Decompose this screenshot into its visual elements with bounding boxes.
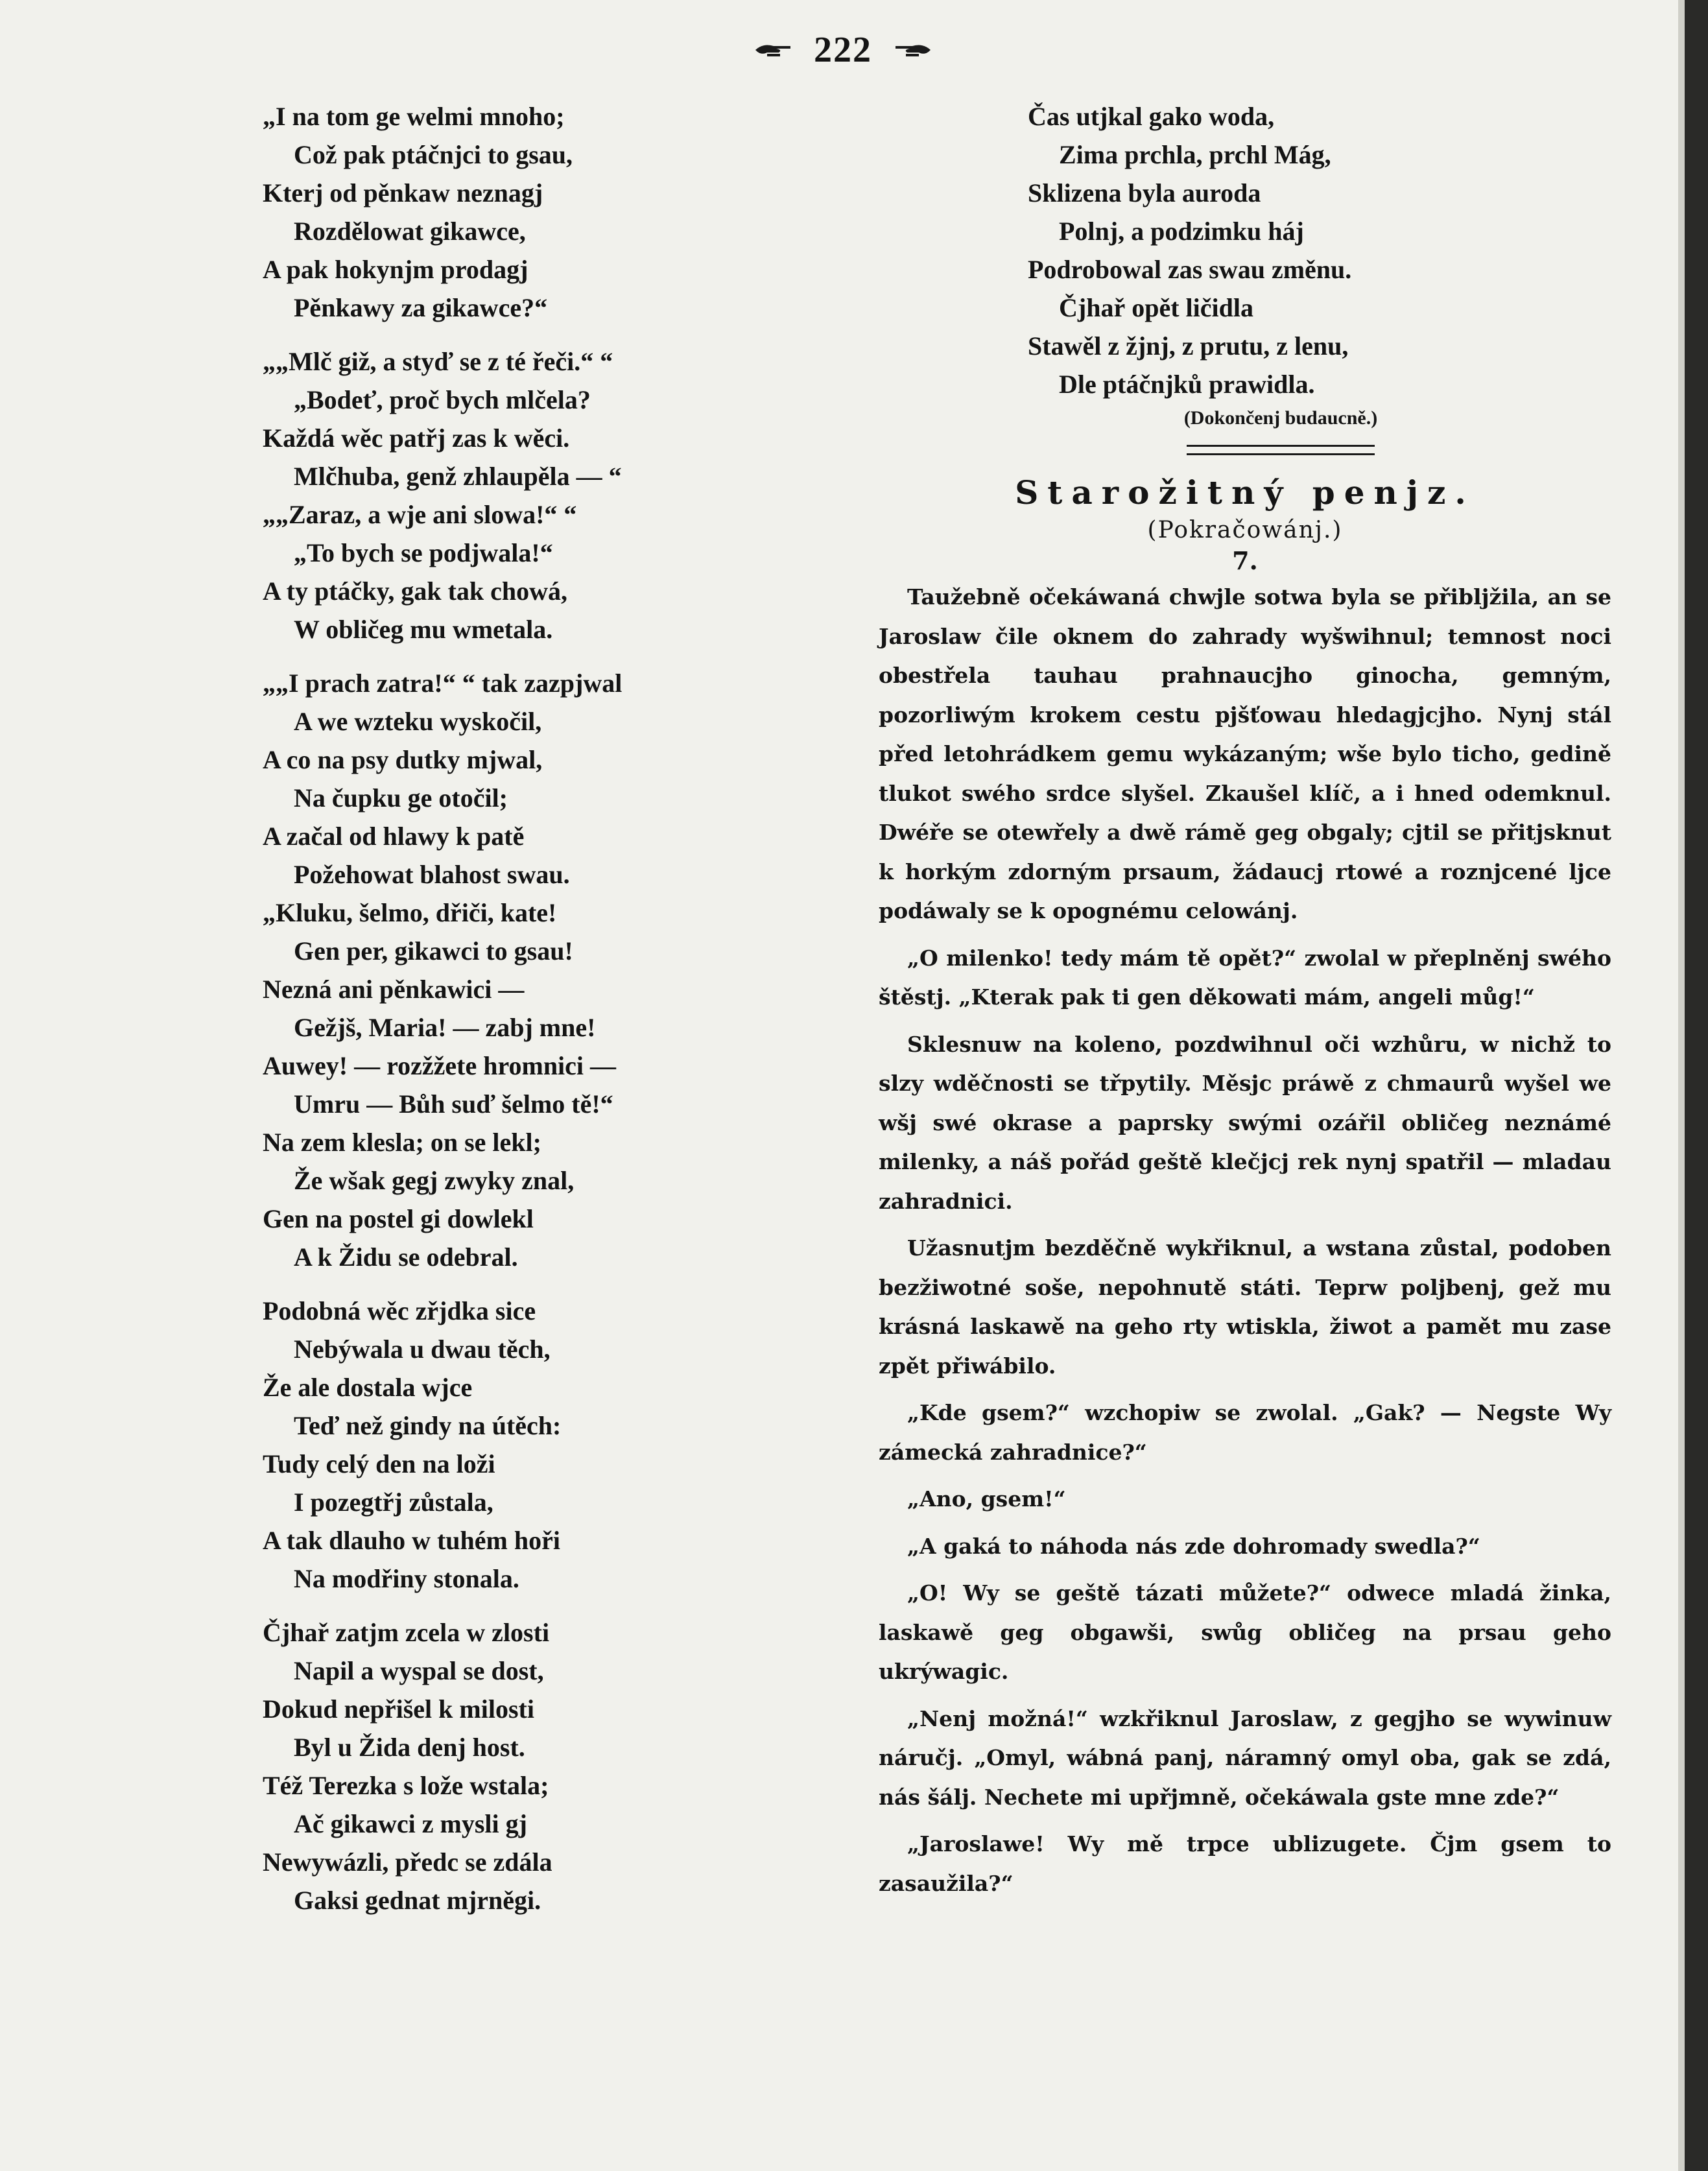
poem-line: „I na tom ge welmi mnoho; <box>263 102 565 131</box>
poem-line: Dle ptáčnjků prawidla. <box>1059 370 1315 399</box>
poem-line: I pozegtřj zůstala, <box>294 1488 493 1517</box>
poem-line: Čjhař zatjm zcela w zlosti <box>263 1618 550 1647</box>
poem-line: Což pak ptáčnjci to gsau, <box>294 140 573 169</box>
poem-line: Teď než gindy na útěch: <box>294 1411 562 1440</box>
poem-line: Byl u Žida denj host. <box>294 1733 525 1762</box>
article-paragraph: „O milenko! tedy mám tě opět?“ zwolal w přeplněnj swého štěstj. „Kterak pak ti gen děkowati mám, angeli můg!“ <box>879 945 1611 1010</box>
poem-line: Gežjš, Maria! — zabj mne! <box>294 1013 596 1042</box>
hand-ornament-icon <box>894 40 932 60</box>
poem-stanza <box>263 1613 729 1919</box>
page-number: 222 <box>814 30 872 71</box>
article-paragraph: „Jaroslawe! Wy mě trpce ublizugete. Čjm gsem to zasaužila?“ <box>879 1831 1611 1896</box>
poem-line: Čas utjkal gako woda, <box>1028 102 1275 131</box>
poem-line: „„Zaraz, a wje ani slowa!“ “ <box>263 500 577 529</box>
poem-line: Zima prchla, prchl Mág, <box>1059 140 1331 169</box>
poem-line: Každá wěc patřj zas k wěci. <box>263 423 570 453</box>
article-paragraph: „O! Wy se geště tázati můžete?“ odwece mladá žinka, laskawě geg obgawši, swůg obličeg na prsau geho ukrýwagic. <box>879 1580 1611 1684</box>
right-poem <box>879 97 1611 403</box>
poem-line: Newywázli, předc se zdála <box>263 1847 552 1877</box>
poem-line: Ač gikawci z mysli gj <box>294 1809 527 1838</box>
poem-line: Na modřiny stonala. <box>294 1564 519 1593</box>
article-body <box>879 578 1611 1903</box>
left-poem-column <box>263 97 729 1935</box>
poem-line: A ty ptáčky, gak tak chowá, <box>263 576 568 606</box>
article-paragraph: „Nenj možná!“ wzkřiknul Jaroslaw, z gegjho se wywinuw náručj. „Omyl, wábná panj, náramný omyl oba, gak se zdá, nás šálj. Nechete mi upřjmně, očekáwala gste mne zde?“ <box>879 1705 1611 1810</box>
poem-line: Též Terezka s lože wstala; <box>263 1771 549 1800</box>
poem-stanza <box>263 97 729 327</box>
poem-stanza <box>263 342 729 648</box>
poem-line: „Kluku, šelmo, dřiči, kate! <box>263 898 557 927</box>
poem-line: A tak dlauho w tuhém hoři <box>263 1526 560 1555</box>
poem-line: Nebýwala u dwau těch, <box>294 1335 551 1364</box>
poem-line: Že ale dostala wjce <box>263 1373 473 1402</box>
poem-line: Stawěl z žjnj, z prutu, z lenu, <box>1028 331 1349 361</box>
poem-line: Na zem klesla; on se lekl; <box>263 1128 541 1157</box>
poem-line: „To bych se podjwala!“ <box>294 538 553 567</box>
poem-line: A we wzteku wyskočil, <box>294 707 542 736</box>
poem-line: Gaksi gednat mjrněgi. <box>294 1886 541 1915</box>
poem-line: W obličeg mu wmetala. <box>294 615 553 644</box>
article-paragraph: Taužebně očekáwaná chwjle sotwa byla se přibljžila, an se Jaroslaw čile oknem do zahrady wyšwihnul; temnost noci obestřela tauhau prahnaucjho ginocha, gemným, pozorliwým krokem cestu pjšťowau hledagjcjho. Nynj stál před letohrádkem gemu wykázaným; wše bylo ticho, gedině tlukot swého srdce slyšel. Zkaušel klíč, a i hned odemknul. Dwéře se otewřely a dwě rámě geg obgaly; cjtil se přitjsknut k horkým zdorným prsaum, žádaucj rtowé a roznjcené ljce podáwaly se k opognému celowánj. <box>879 584 1611 923</box>
article-paragraph: Sklesnuw na koleno, pozdwihnul oči wzhůru, w nichž to slzy wděčnosti se třpytily. Měsjc práwě z chmaurů wyšel we wšj swé okrase a paprsky swými ozářil obličeg neznámé milenky, a náš pořád geště klečjcj rek nynj spatřil — mladau zahradnici. <box>879 1031 1611 1214</box>
page-edge-shadow <box>1678 0 1685 2171</box>
article-paragraph: „Ano, gsem!“ <box>907 1486 1066 1512</box>
article-paragraph: „Kde gsem?“ wzchopiw se zwolal. „Gak? — Negste Wy zámecká zahradnice?“ <box>879 1400 1611 1465</box>
poem-line: Že wšak gegj zwyky znal, <box>294 1166 575 1195</box>
poem-line: „Bodeť, proč bych mlčela? <box>294 385 591 414</box>
poem-line: A co na psy dutky mjwal, <box>263 745 543 774</box>
poem-line: Kterj od pěnkaw neznagj <box>263 178 543 208</box>
poem-line: Umru — Bůh suď šelmo tě!“ <box>294 1089 613 1119</box>
poem-line: Polnj, a podzimku háj <box>1059 217 1304 246</box>
poem-line: Pěnkawy za gikawce?“ <box>294 293 548 322</box>
poem-line: „„Mlč giž, a styď se z té řeči.“ “ <box>263 347 613 376</box>
poem-line: Napil a wyspal se dost, <box>294 1656 544 1685</box>
poem-line: Na čupku ge otočil; <box>294 783 508 813</box>
poem-stanza <box>263 664 729 1276</box>
page-header <box>0 26 1686 71</box>
page-edge <box>1685 0 1708 2171</box>
poem-line: Gen per, gikawci to gsau! <box>294 936 573 966</box>
article-title: Starožitný penjz. <box>1015 473 1475 512</box>
poem-line: Čjhař opět ličidla <box>1059 293 1253 322</box>
poem-line: Podrobowal zas swau změnu. <box>1028 255 1352 284</box>
right-column <box>879 97 1611 1911</box>
poem-line: Tudy celý den na loži <box>263 1449 495 1478</box>
poem-line: „„I prach zatra!“ “ tak zazpjwal <box>263 669 623 698</box>
poem-line: Gen na postel gi dowlekl <box>263 1204 534 1233</box>
poem-line: A pak hokynjm prodagj <box>263 255 528 284</box>
article-paragraph: „A gaká to náhoda nás zde dohromady swedla?“ <box>907 1533 1480 1559</box>
poem-line: Rozdělowat gikawce, <box>294 217 526 246</box>
poem-line: Sklizena byla auroda <box>1028 178 1261 208</box>
poem-line: Auwey! — rozžžete hromnici — <box>263 1051 617 1080</box>
article-paragraph: Užasnutjm bezděčně wykřiknul, a wstana zůstal, podoben bezžiwotné soše, nepohnutě státi. Teprw poljbenj, gež mu krásná laskawě na geho rty wtiskla, žiwot a pamět mu zase zpět přiwábilo. <box>879 1235 1611 1379</box>
poem-line: Nezná ani pěnkawici — <box>263 975 525 1004</box>
continuation-note: (Dokončenj budaucně.) <box>1183 407 1378 429</box>
poem-line: A začal od hlawy k patě <box>263 822 525 851</box>
poem-line: Mlčhuba, genž zhlaupěla — “ <box>294 462 622 491</box>
hand-ornament-icon <box>754 40 792 60</box>
poem-stanza <box>263 1292 729 1598</box>
chapter-number: 7. <box>1232 546 1258 575</box>
section-divider <box>1187 445 1375 455</box>
poem-line: Podobná wěc zřjdka sice <box>263 1296 536 1325</box>
poem-line: Dokud nepřišel k milosti <box>263 1694 534 1724</box>
article-subtitle: (Pokračowánj.) <box>1147 517 1343 543</box>
poem-line: Požehowat blahost swau. <box>294 860 570 889</box>
poem-line: A k Židu se odebral. <box>294 1242 518 1272</box>
